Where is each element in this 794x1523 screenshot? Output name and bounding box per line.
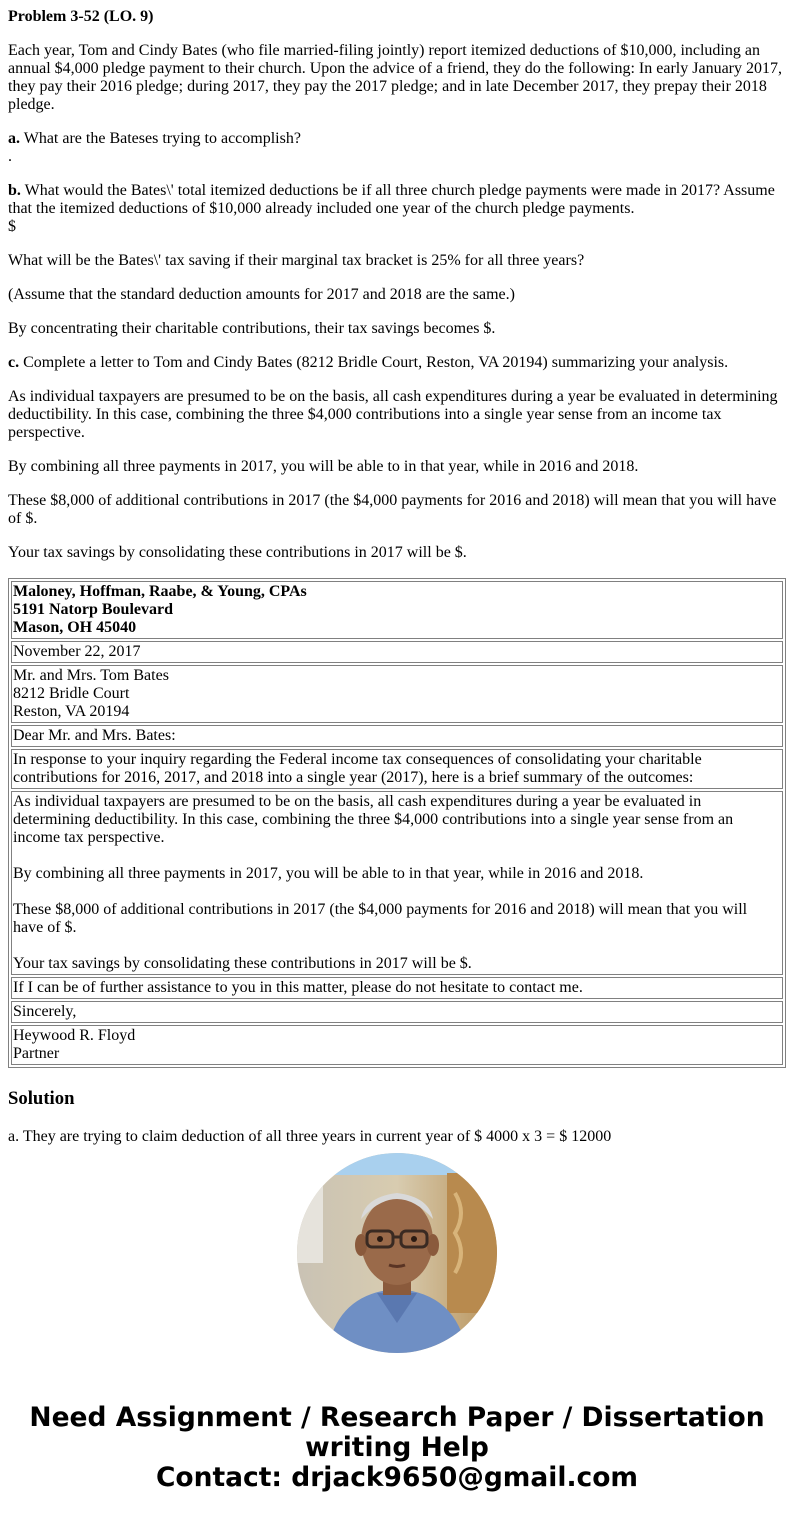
banner-line-2: writing Help [305, 1432, 489, 1463]
author-avatar [297, 1153, 497, 1353]
letter-body-paragraph-1: As individual taxpayers are presumed to be on the basis, all cash expenditures during a year be evaluated in determining deductibility. In this case, combining the three $4,000 contributions into a single year sense from an income tax perspective. [13, 793, 734, 846]
firm-header-cell [11, 581, 783, 639]
analysis-paragraph-3: These $8,000 of additional contributions in 2017 (the $4,000 payments for 2016 and 2018) will mean that you will have of $. [8, 492, 777, 527]
letter-body-paragraph-2: By combining all three payments in 2017, you will be able to in that year, while in 2016 and 2018. [13, 865, 644, 882]
question-a-label: a. [8, 130, 20, 147]
solution-answer-a: a. They are trying to claim deduction of all three years in current year of $ 4000 x 3 = $ 12000 [8, 1128, 612, 1145]
question-c-text: Complete a letter to Tom and Cindy Bates (8212 Bridle Court, Reston, VA 20194) summarizing your analysis. [19, 354, 729, 371]
problem-intro: Each year, Tom and Cindy Bates (who file married-filing jointly) report itemized deductions of $10,000, including an annual $4,000 pledge payment to their church. Upon the advice of a friend, they do the following: In early January 2017, they pay their 2016 pledge; during 2017, they pay the 2017 pledge; and in late December 2017, they prepay their 2018 pledge. [8, 42, 782, 113]
problem-title: Problem 3-52 (LO. 9) [8, 8, 154, 25]
recipient-address-cell [11, 665, 783, 723]
question-b-text: What would the Bates\' total itemized deductions be if all three church pledge payments were made in 2017? Assume that the itemized deductions of $10,000 already included one year of the church pledge payments. [8, 182, 775, 217]
letter-body-paragraph-4: Your tax savings by consolidating these contributions in 2017 will be $. [13, 955, 472, 972]
question-a-text: What are the Bateses trying to accomplish? [20, 130, 301, 147]
analysis-paragraph-1: As individual taxpayers are presumed to be on the basis, all cash expenditures during a year be evaluated in determining deductibility. In this case, combining the three $4,000 contributions into a single year sense from an income tax perspective. [8, 388, 778, 441]
recipient-street: 8212 Bridle Court [13, 685, 130, 702]
letter-salutation: Dear Mr. and Mrs. Bates: [11, 725, 783, 747]
signer-name: Heywood R. Floyd [13, 1027, 136, 1044]
letter-body-cell [11, 791, 783, 975]
question-a [8, 130, 786, 148]
question-tax-saving: What will be the Bates\' tax saving if their marginal tax bracket is 25% for all three years? [8, 252, 585, 269]
firm-name: Maloney, Hoffman, Raabe, & Young, CPAs [13, 583, 307, 600]
letter-date: November 22, 2017 [11, 641, 783, 663]
question-b [8, 182, 786, 218]
answer-b-blank[interactable]: $ [8, 218, 16, 235]
letter-body-paragraph-3: These $8,000 of additional contributions in 2017 (the $4,000 payments for 2016 and 2018) will mean that you will have of $. [13, 901, 748, 936]
banner-line-1: Need Assignment / Research Paper / Dissertation [29, 1402, 765, 1433]
question-c-label: c. [8, 354, 20, 371]
solution-heading: Solution [8, 1088, 75, 1109]
firm-street: 5191 Natorp Boulevard [13, 601, 173, 618]
tax-savings-statement: By concentrating their charitable contributions, their tax savings becomes $. [8, 320, 496, 337]
firm-city: Mason, OH 45040 [13, 619, 137, 636]
page-content [8, 8, 786, 1146]
recipient-city: Reston, VA 20194 [13, 703, 130, 720]
signer-title: Partner [13, 1045, 60, 1062]
banner-contact-email[interactable]: Contact: drjack9650@gmail.com [155, 1462, 639, 1493]
question-b-label: b. [8, 182, 21, 199]
contact-banner [0, 1403, 794, 1493]
letter-opening: In response to your inquiry regarding the Federal income tax consequences of consolidating your charitable contributions for 2016, 2017, and 2018 into a single year (2017), here is a brief summary of the outcomes: [11, 749, 783, 789]
letter-sign-off: Sincerely, [11, 1001, 783, 1023]
signature-cell [11, 1025, 783, 1065]
letter-closing-note: If I can be of further assistance to you in this matter, please do not hesitate to contact me. [11, 977, 783, 999]
avatar-portrait-image [297, 1153, 497, 1353]
question-c [8, 354, 786, 372]
analysis-paragraph-2: By combining all three payments in 2017, you will be able to in that year, while in 2016 and 2018. [8, 458, 639, 475]
analysis-paragraph-4: Your tax savings by consolidating these contributions in 2017 will be $. [8, 544, 467, 561]
assumption-note: (Assume that the standard deduction amounts for 2017 and 2018 are the same.) [8, 286, 515, 303]
answer-a-blank[interactable]: . [8, 148, 12, 165]
recipient-name: Mr. and Mrs. Tom Bates [13, 667, 169, 684]
letter-table [8, 578, 786, 1068]
